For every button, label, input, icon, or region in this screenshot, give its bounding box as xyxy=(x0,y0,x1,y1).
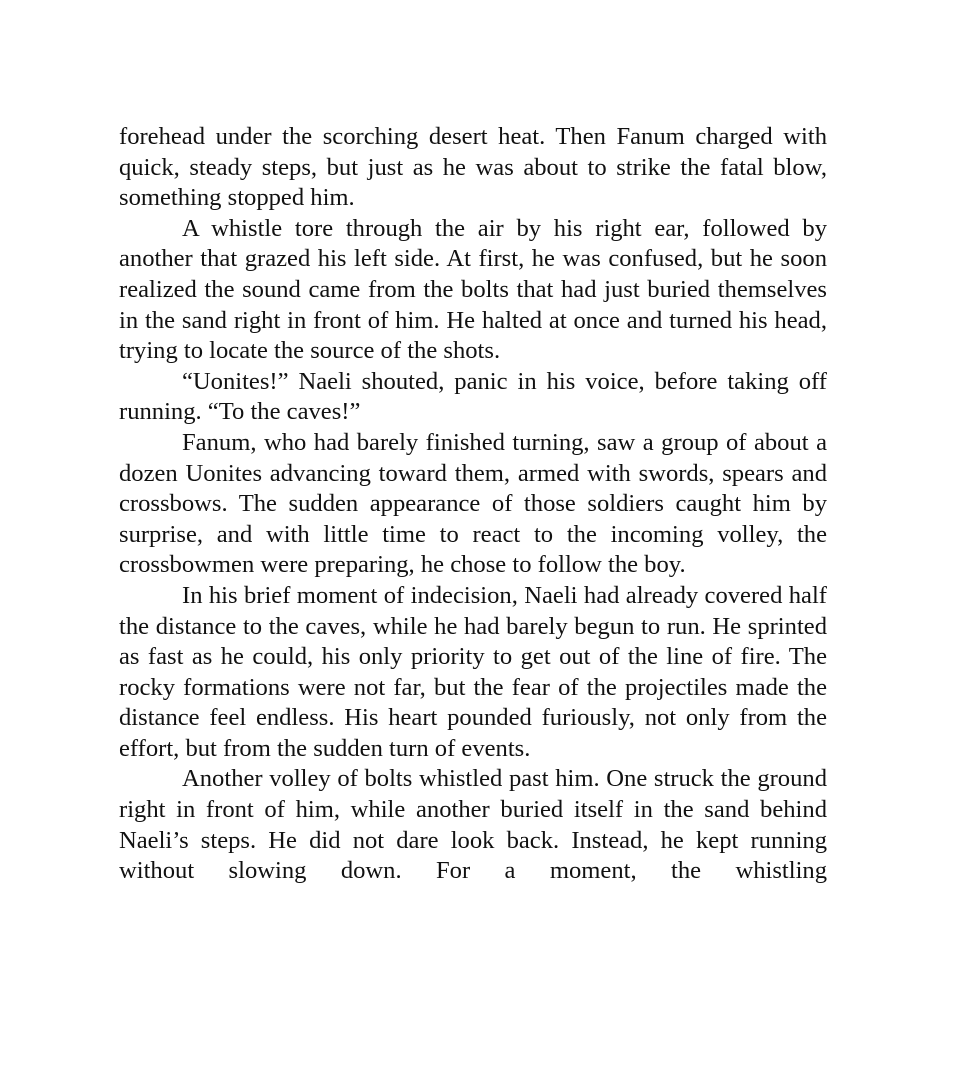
paragraph-4: Fanum, who had barely finished turning, saw a group of about a dozen Uonites advancing toward them, armed with swords, spears and crossbows. The sudden appearance of those soldiers caught him by surprise, and with little time to react to the incoming volley, the crossbowmen were preparing, he chose to follow the boy. xyxy=(119,428,827,579)
paragraph-6: Another volley of bolts whistled past him. One struck the ground right in front of him, while another buried itself in the sand behind Naeli’s steps. He did not dare look back. Instead, he kept running without slowing down. For a moment, the whistling xyxy=(119,765,827,885)
page-text xyxy=(119,122,827,887)
paragraph-5: In his brief moment of indecision, Naeli had already covered half the distance to the caves, while he had barely begun to run. He sprinted as fast as he could, his only priority to get out of the line of fire. The rocky formations were not far, but the fear of the projectiles made the distance feel endless. His heart pounded furiously, not only from the effort, but from the sudden turn of events. xyxy=(119,581,827,762)
paragraph-1: forehead under the scorching desert heat. Then Fanum charged with quick, steady steps, but just as he was about to strike the fatal blow, something stopped him. xyxy=(119,123,827,212)
paragraph-3: “Uonites!” Naeli shouted, panic in his voice, before taking off running. “To the caves!” xyxy=(119,367,827,426)
paragraph-2: A whistle tore through the air by his right ear, followed by another that grazed his left side. At first, he was confused, but he soon realized the sound came from the bolts that had just buried themselves in the sand right in front of him. He halted at once and turned his head, trying to locate the source of the shots. xyxy=(119,214,827,365)
